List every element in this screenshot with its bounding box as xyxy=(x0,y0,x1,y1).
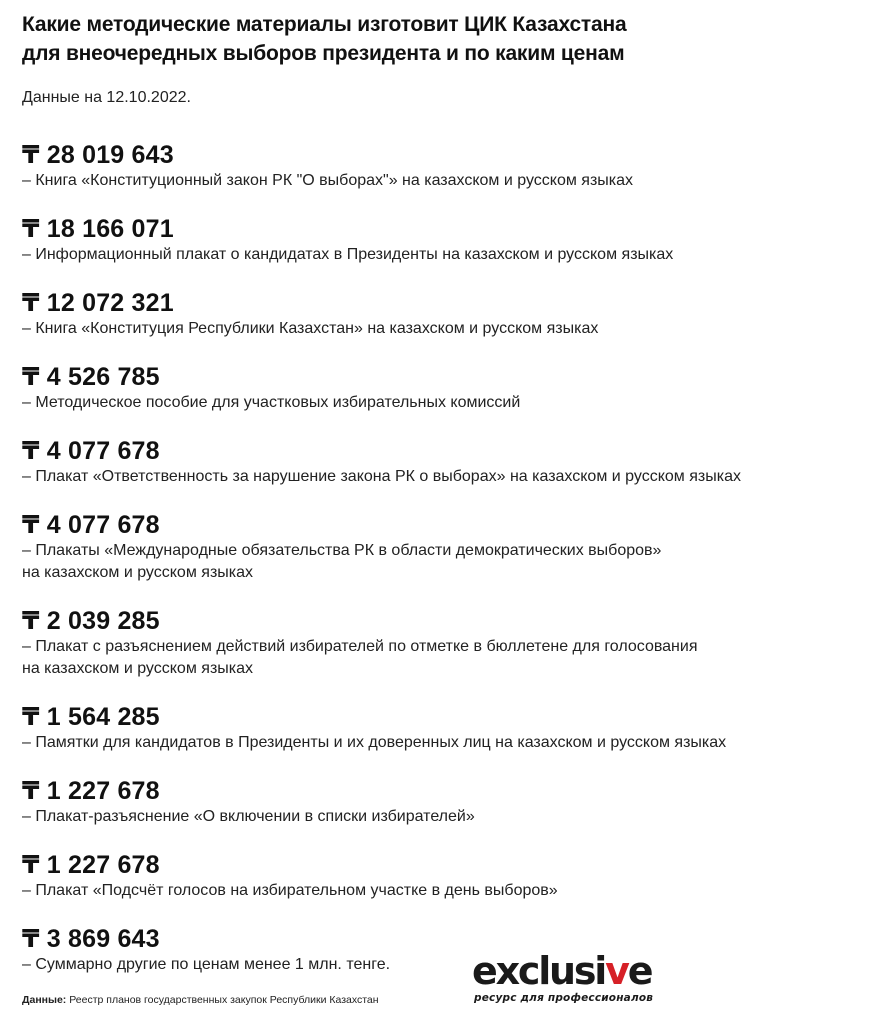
item-description xyxy=(22,170,867,192)
item-description xyxy=(22,636,867,680)
item-description-line: – Книга «Конституционный закон РК "О выборах"» на казахском и русском языках xyxy=(22,172,634,189)
item-description-line: – Плакаты «Международные обязательства РК в области демократических выборов» xyxy=(22,542,662,559)
item-price: ₸ 3 869 643 xyxy=(22,925,160,953)
item-description xyxy=(22,318,867,340)
item-price: ₸ 2 039 285 xyxy=(22,607,160,635)
item-description-line: – Информационный плакат о кандидатах в Президенты на казахском и русском языках xyxy=(22,246,674,263)
item-description-line: на казахском и русском языках xyxy=(22,660,254,677)
item-price: ₸ 12 072 321 xyxy=(22,289,174,317)
item-price: ₸ 1 227 678 xyxy=(22,851,160,879)
title-line-2: для внеочередных выборов президента и по каким ценам xyxy=(22,42,625,65)
date-note: Данные на 12.10.2022. xyxy=(22,89,191,106)
item-description-line: – Книга «Конституция Республики Казахстан» на казахском и русском языках xyxy=(22,320,599,337)
item-description xyxy=(22,806,867,828)
logo-word-end: e xyxy=(627,949,652,993)
item-description-line: – Плакат с разъяснением действий избирателей по отметке в бюллетене для голосования xyxy=(22,638,698,655)
source-note xyxy=(22,994,379,1006)
item-description xyxy=(22,880,867,902)
item-price: ₸ 1 564 285 xyxy=(22,703,160,731)
list-item xyxy=(22,851,867,902)
item-price: ₸ 4 077 678 xyxy=(22,437,160,465)
item-price: ₸ 28 019 643 xyxy=(22,141,174,169)
list-item xyxy=(22,437,867,488)
source-label: Данные: xyxy=(22,994,67,1006)
item-description-line: – Плакат «Ответственность за нарушение закона РК о выборах» на казахском и русском языках xyxy=(22,468,741,485)
item-description xyxy=(22,954,462,976)
list-item xyxy=(22,215,867,266)
item-price: ₸ 4 077 678 xyxy=(22,511,160,539)
item-description xyxy=(22,732,867,754)
item-description-line: – Методическое пособие для участковых избирательных комиссий xyxy=(22,394,521,411)
item-description-line: на казахском и русском языках xyxy=(22,564,254,581)
item-price: ₸ 18 166 071 xyxy=(22,215,174,243)
logo-word-start: exclusi xyxy=(472,949,606,993)
list-item xyxy=(22,289,867,340)
item-price: ₸ 4 526 785 xyxy=(22,363,160,391)
item-description-line: – Памятки для кандидатов в Президенты и их доверенных лиц на казахском и русском языках xyxy=(22,734,727,751)
item-description xyxy=(22,466,867,488)
logo-wordmark xyxy=(472,950,651,992)
logo-word-accent: v xyxy=(605,949,628,993)
item-description xyxy=(22,392,867,414)
item-description-line: – Плакат-разъяснение «О включении в списки избирателей» xyxy=(22,808,475,825)
list-item xyxy=(22,363,867,414)
list-item xyxy=(22,703,867,754)
logo-tagline: ресурс для профессионалов xyxy=(474,992,654,1004)
list-item xyxy=(22,511,867,584)
list-item xyxy=(22,141,867,192)
item-description-line: – Плакат «Подсчёт голосов на избирательном участке в день выборов» xyxy=(22,882,558,899)
exclusive-logo xyxy=(472,950,682,1012)
title-line-1: Какие методические материалы изготовит ЦИК Казахстана xyxy=(22,13,627,36)
page-title xyxy=(22,10,862,68)
item-description xyxy=(22,540,867,584)
list-item xyxy=(22,925,462,976)
item-price: ₸ 1 227 678 xyxy=(22,777,160,805)
list-item xyxy=(22,607,867,680)
item-description-line: – Суммарно другие по ценам менее 1 млн. тенге. xyxy=(22,956,391,973)
item-description xyxy=(22,244,867,266)
source-text: Реестр планов государственных закупок Республики Казахстан xyxy=(66,994,379,1006)
list-item xyxy=(22,777,867,828)
